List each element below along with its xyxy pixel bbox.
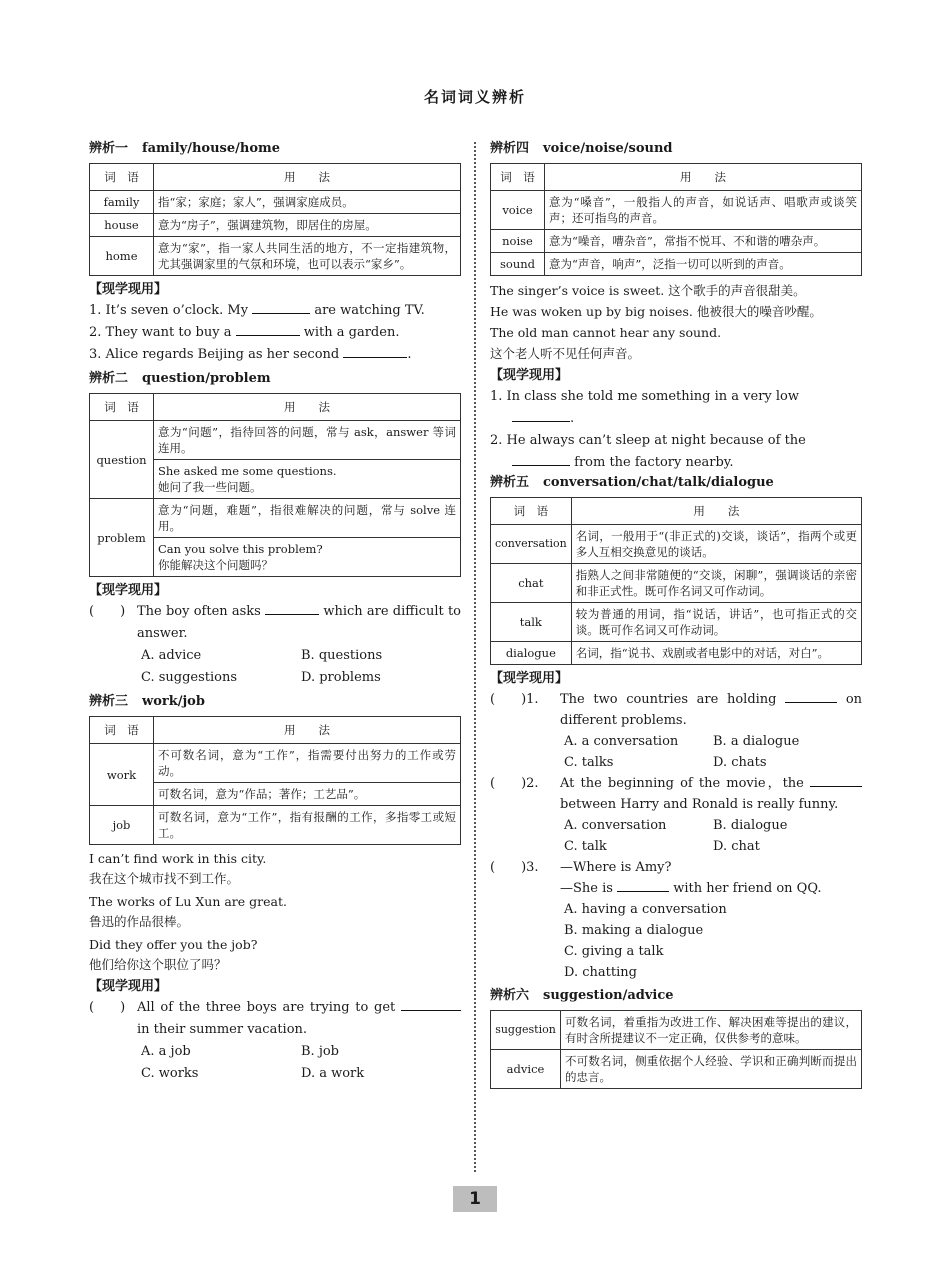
options	[490, 899, 862, 983]
left-column	[89, 140, 461, 1085]
section-words: work/job	[142, 694, 205, 709]
answer-blank[interactable]	[810, 774, 862, 787]
answer-blank[interactable]	[617, 879, 669, 892]
page-title: 名词词义辨析	[423, 88, 526, 106]
example-cell: Can you solve this problem? 你能解决这个问题吗？	[154, 538, 461, 577]
word-cell: problem	[90, 499, 154, 577]
section-1-heading	[89, 140, 461, 158]
usage-cell: 名词，指“说书、戏剧或者电影中的对话，对白”。	[571, 642, 861, 665]
options	[490, 731, 862, 773]
practice-label: 【现学现用】	[490, 368, 569, 383]
usage-cell: 意为“家”，指一家人共同生活的地方，不一定指建筑物，尤其强调家里的气氛和环境，也可以表示“家乡”。	[154, 237, 461, 276]
section-tag: 辨析三	[89, 694, 129, 709]
word-cell: suggestion	[491, 1011, 561, 1050]
section-2-heading	[89, 370, 461, 388]
section-4-table	[490, 163, 862, 276]
options	[89, 645, 461, 689]
usage-cell: 名词，一般用于“(非正式的)交谈，谈话”，指两个或更多人互相交换意见的谈话。	[571, 525, 861, 564]
example: The works of Lu Xun are great. 鲁迅的作品很棒。	[89, 894, 287, 929]
answer-blank[interactable]	[401, 998, 461, 1011]
example: I can’t find work in this city. 我在这个城市找不到工作。	[89, 851, 267, 886]
example-cell: She asked me some questions. 她问了我一些问题。	[154, 460, 461, 499]
example: The singer’s voice is sweet. 这个歌手的声音很甜美。	[490, 283, 806, 298]
option: D. chat	[713, 839, 760, 854]
practice-label: 【现学现用】	[89, 583, 168, 598]
question-2: 2. He always can’t sleep at night because of the	[490, 433, 806, 448]
column-divider	[474, 142, 476, 1172]
answer-blank[interactable]	[265, 602, 319, 615]
section-words: conversation/chat/talk/dialogue	[543, 475, 774, 490]
usage-cell: 意为“声音，响声”，泛指一切可以听到的声音。	[545, 253, 862, 276]
header-usage: 用 法	[154, 164, 461, 191]
section-tag: 辨析四	[490, 141, 530, 156]
header-word: 词 语	[90, 164, 154, 191]
option: D. a work	[301, 1066, 365, 1081]
header-word: 词 语	[90, 717, 154, 744]
practice-label: 【现学现用】	[89, 282, 168, 297]
section-1-table	[89, 163, 461, 276]
word-cell: voice	[491, 191, 545, 230]
header-usage: 用 法	[154, 394, 461, 421]
section-tag: 辨析一	[89, 141, 129, 156]
section-words: voice/noise/sound	[543, 141, 673, 156]
word-cell: dialogue	[491, 642, 572, 665]
option: A. conversation	[564, 818, 667, 833]
question-2: 2. They want to buy a with a garden.	[89, 325, 400, 340]
question-3: 3. Alice regards Beijing as her second .	[89, 347, 412, 362]
option: C. suggestions	[141, 670, 238, 685]
example: The old man cannot hear any sound.	[490, 325, 722, 340]
option: D. chats	[713, 755, 767, 770]
answer-bracket[interactable]: ( )	[89, 1000, 126, 1015]
header-usage: 用 法	[571, 498, 861, 525]
option: B. job	[301, 1044, 339, 1059]
header-usage: 用 法	[545, 164, 862, 191]
option: C. giving a talk	[564, 944, 664, 959]
usage-cell: 可数名词，意为“作品；著作；工艺品”。	[154, 783, 461, 806]
usage-cell: 意为“噪音，嘈杂音”，常指不悦耳、不和谐的嘈杂声。	[545, 230, 862, 253]
option: D. chatting	[564, 965, 637, 980]
option: C. talks	[564, 755, 614, 770]
answer-blank[interactable]	[785, 690, 837, 703]
options	[490, 815, 862, 857]
answer-blank[interactable]	[512, 453, 570, 466]
word-cell: work	[90, 744, 154, 806]
option: B. dialogue	[713, 818, 788, 833]
option: B. questions	[301, 648, 383, 663]
usage-cell: 意为“房子”，强调建筑物，即居住的房屋。	[154, 214, 461, 237]
answer-blank[interactable]	[512, 409, 570, 422]
usage-cell: 不可数名词，意为“工作”，指需要付出努力的工作或劳动。	[154, 744, 461, 783]
question-1: 1. It’s seven o’clock. My are watching TV.	[89, 303, 425, 318]
word-cell: noise	[491, 230, 545, 253]
option: B. a dialogue	[713, 734, 800, 749]
usage-cell: 意为“问题，难题”，指很难解决的问题，常与 solve 连用。	[154, 499, 461, 538]
word-cell: family	[90, 191, 154, 214]
word-cell: advice	[491, 1050, 561, 1089]
section-tag: 辨析六	[490, 988, 530, 1003]
header-word: 词 语	[90, 394, 154, 421]
example: Did they offer you the job? 他们给你这个职位了吗？	[89, 937, 258, 972]
usage-cell: 可数名词，着重指为改进工作、解决困难等提出的建议，有时含所提建议不一定正确，仅供参考的意味。	[561, 1011, 862, 1050]
usage-cell: 不可数名词，侧重依据个人经验、学识和正确判断而提出的忠言。	[561, 1050, 862, 1089]
answer-blank[interactable]	[236, 323, 300, 336]
word-cell: chat	[491, 564, 572, 603]
word-cell: conversation	[491, 525, 572, 564]
section-4-heading	[490, 140, 862, 158]
option: A. advice	[141, 648, 202, 663]
answer-blank[interactable]	[343, 345, 407, 358]
question: ( )1. The two countries are holding on different problems.	[490, 689, 862, 731]
section-3-table	[89, 716, 461, 845]
section-6-table	[490, 1010, 862, 1089]
usage-cell: 意为“问题”，指待回答的问题，常与 ask，answer 等词连用。	[154, 421, 461, 460]
usage-cell: 指“家；家庭；家人”，强调家庭成员。	[154, 191, 461, 214]
option: C. talk	[564, 839, 607, 854]
option: C. works	[141, 1066, 199, 1081]
section-6-heading	[490, 987, 862, 1005]
question: ( ) The boy often asks which are difficult to answer.	[89, 601, 461, 645]
section-tag: 辨析五	[490, 475, 530, 490]
word-cell: talk	[491, 603, 572, 642]
question: ( )3. —Where is Amy? —She is with her friend on QQ.	[490, 857, 862, 899]
option: D. problems	[301, 670, 381, 685]
answer-bracket[interactable]: ( )2.	[490, 776, 539, 791]
option: A. a conversation	[564, 734, 679, 749]
usage-cell: 意为“嗓音”，一般指人的声音，如说话声、唱歌声或谈笑声；还可指鸟的声音。	[545, 191, 862, 230]
word-cell: house	[90, 214, 154, 237]
header-usage: 用 法	[154, 717, 461, 744]
section-5-table	[490, 497, 862, 665]
section-words: question/problem	[142, 371, 271, 386]
section-3-heading	[89, 693, 461, 711]
word-cell: job	[90, 806, 154, 845]
answer-bracket[interactable]: ( )	[89, 604, 126, 619]
section-5-heading	[490, 474, 862, 492]
practice-label: 【现学现用】	[490, 671, 569, 686]
practice-label: 【现学现用】	[89, 979, 168, 994]
page-number: 1	[453, 1186, 497, 1212]
usage-cell: 可数名词，意为“工作”，指有报酬的工作，多指零工或短工。	[154, 806, 461, 845]
header-word: 词 语	[491, 164, 545, 191]
word-cell: home	[90, 237, 154, 276]
usage-cell: 较为普通的用词，指“说话，讲话”，也可指正式的交谈。既可作名词又可作动词。	[571, 603, 861, 642]
answer-bracket[interactable]: ( )3.	[490, 860, 539, 875]
answer-bracket[interactable]: ( )1.	[490, 692, 539, 707]
question: ( ) All of the three boys are trying to get in their summer vacation.	[89, 997, 461, 1041]
example: He was woken up by big noises. 他被很大的噪音吵醒。	[490, 304, 822, 319]
section-words: family/house/home	[142, 141, 281, 156]
question-1: 1. In class she told me something in a very low	[490, 389, 800, 404]
section-words: suggestion/advice	[543, 988, 674, 1003]
option: A. a job	[141, 1044, 191, 1059]
word-cell: sound	[491, 253, 545, 276]
section-tag: 辨析二	[89, 371, 129, 386]
options	[89, 1041, 461, 1085]
section-2-table	[89, 393, 461, 577]
answer-blank[interactable]	[252, 301, 310, 314]
right-column: 辨析四 voice/noise/sound 词 语 用 法 voice 意为“嗓音”，一般指人的声音，如说话声、唱歌声或谈笑声；还可指鸟的声音。 noise 意为“噪音，嘈杂音”，常指不悦耳、不和谐的嘈杂声。 sound 意为“声音，响声”，泛指一切可以听到的声音。 The singer’s voice is sweet. 这个歌手的声音很甜美。 He was woken up by big noises. 他被很大的噪音吵醒。 The old man cannot hear any sound. 这个老人听不见任何声音。 【现学现用】 1. In class she told me something in a very low . 2. He always can’t sleep at night because of the from the factory nearby. 辨析五 conversation/chat/talk/dialogue 词 语 用 法 conversation 名词，一般用于“(非正式的)交谈，谈话”，指两个或更多人互相交换意见的谈话。 chat 指熟人之间非常随便的“交谈，闲聊”，强调谈话的亲密和非正式性。既可作名词又可作动词。 talk 较为普通的用词，指“说话，讲话”，也可指正式的交谈。既可作名词又可作动词。 dialogue 名词，指“说书、戏剧或者电影中的对话，对白”。 【现学现用】 ( )1. The two countries are holding on different problems. A. a conversation B. a dialogue C. talks D. chats ( )2. At the beginning of the movie，the between Harry and Ronald is really funny. A. conversation B. dialogue C. talk D. chat ( )3. —Where is Amy? —She is with her friend on QQ. A. having a conversation B. making a dialogue C. giving a talk D. chatting 辨析六 suggestion/advice suggestion 可数名词，着重指为改进工作、解决困难等提出的建议，有时含所提建议不一定正确，仅供参考的意味。 advice 不可数名词，侧重依据个人经验、学识和正确判断而提出的忠言。	[490, 140, 862, 1093]
option: B. making a dialogue	[564, 923, 704, 938]
header-word: 词 语	[491, 498, 572, 525]
example: 这个老人听不见任何声音。	[490, 346, 641, 361]
word-cell: question	[90, 421, 154, 499]
option: A. having a conversation	[564, 902, 727, 917]
question: ( )2. At the beginning of the movie，the between Harry and Ronald is really funny.	[490, 773, 862, 815]
usage-cell: 指熟人之间非常随便的“交谈，闲聊”，强调谈话的亲密和非正式性。既可作名词又可作动词。	[571, 564, 861, 603]
